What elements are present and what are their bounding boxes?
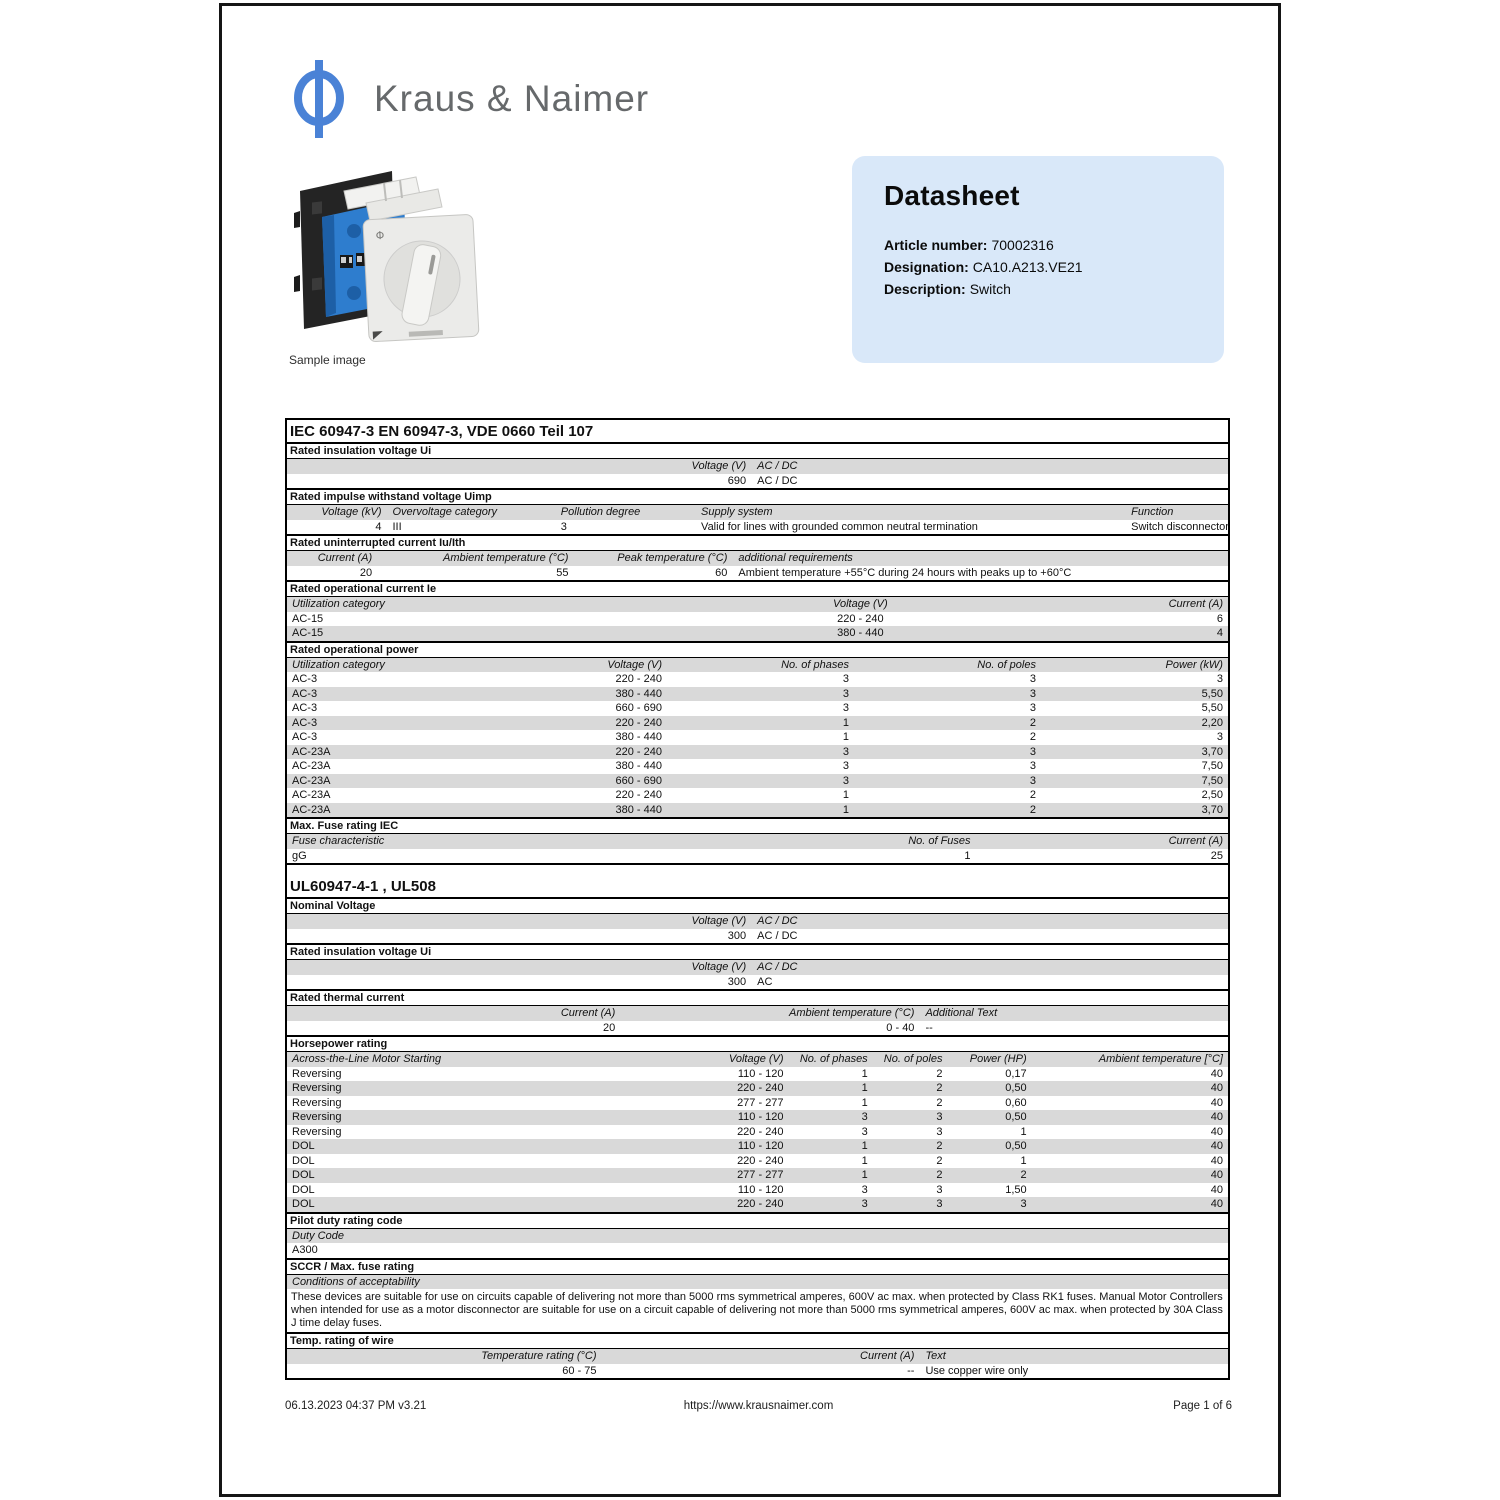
spec-cell: AC / DC	[757, 474, 798, 487]
spec-row-head	[287, 551, 1228, 566]
spec-cell: Ambient temperature +55°C during 24 hours with peaks up to +60°C	[738, 566, 1072, 579]
spec-cell: 380 - 440	[615, 731, 662, 743]
spec-cell: DOL	[292, 1198, 315, 1210]
spec-cell: 40	[1210, 1067, 1223, 1080]
spec-cell: 3	[861, 1111, 868, 1123]
spec-row-head	[287, 1052, 1228, 1067]
spec-table	[285, 418, 1230, 1380]
spec-cell: 40	[1210, 1198, 1223, 1210]
spec-cell: 0,50	[1005, 1140, 1027, 1152]
spec-row-data	[287, 626, 1228, 641]
spec-row-data	[287, 1197, 1228, 1212]
spec-cell: AC-3	[292, 716, 318, 729]
spec-cell: AC / DC	[757, 460, 798, 472]
spec-row-section: Rated uninterrupted current Iu/Ith	[287, 534, 1228, 551]
spec-row-head	[287, 960, 1228, 975]
datasheet-infobox	[852, 156, 1224, 363]
spec-cell: 2	[936, 1140, 943, 1152]
spec-cell: 220 - 240	[737, 1125, 784, 1138]
spec-cell: 20	[603, 1021, 616, 1034]
spec-cell: Ambient temperature (°C)	[443, 552, 569, 564]
spec-cell: Conditions of acceptability	[292, 1275, 420, 1288]
spec-cell: Supply system	[701, 506, 773, 518]
article-number-label: Article number:	[884, 237, 988, 253]
spec-cell: 277 - 277	[737, 1169, 784, 1181]
spec-row-data	[287, 612, 1228, 627]
spec-cell: 3	[842, 774, 849, 787]
spec-cell: Across-the-Line Motor Starting	[292, 1053, 442, 1065]
spec-row-data	[287, 1021, 1228, 1036]
spec-cell: AC-3	[292, 702, 318, 714]
spec-row-chapter: UL60947-4-1 , UL508	[287, 863, 1228, 899]
spec-cell: 220 - 240	[615, 745, 662, 758]
article-number-field	[884, 234, 1192, 256]
spec-cell: gG	[292, 849, 307, 862]
spec-cell: 220 - 240	[737, 1198, 784, 1210]
phi-logo-icon	[290, 58, 348, 140]
spec-cell: AC-23A	[292, 789, 331, 801]
spec-cell: 3	[842, 687, 849, 700]
spec-row-data	[287, 788, 1228, 803]
spec-row-data	[287, 520, 1228, 535]
spec-row-head	[287, 1349, 1228, 1364]
spec-row-data	[287, 1096, 1228, 1111]
spec-cell: 60 - 75	[562, 1364, 597, 1377]
spec-row-section: Rated operational power	[287, 641, 1228, 658]
spec-cell: 5,50	[1201, 702, 1223, 714]
spec-row-section: SCCR / Max. fuse rating	[287, 1258, 1228, 1275]
spec-cell: Fuse characteristic	[292, 835, 385, 847]
spec-cell: Current (A)	[1168, 598, 1223, 610]
spec-cell: 3	[1029, 702, 1036, 714]
designation-label: Designation:	[884, 259, 969, 275]
spec-row-head	[287, 1006, 1228, 1021]
spec-cell: AC-15	[292, 627, 324, 639]
spec-cell: 1	[1020, 1154, 1027, 1167]
spec-row-data	[287, 566, 1228, 581]
sample-image-caption: Sample image	[289, 353, 366, 367]
spec-cell: AC / DC	[757, 915, 798, 927]
spec-row-data	[287, 774, 1228, 789]
spec-row-section: Temp. rating of wire	[287, 1332, 1228, 1349]
spec-cell: Voltage (V)	[691, 961, 747, 973]
spec-cell: 660 - 690	[615, 702, 662, 714]
spec-cell: 277 - 277	[737, 1096, 784, 1109]
spec-row-data	[287, 672, 1228, 687]
spec-cell: 40	[1210, 1183, 1223, 1196]
spec-row-data	[287, 1067, 1228, 1082]
spec-row-data	[287, 849, 1228, 864]
spec-cell: 20	[359, 566, 373, 579]
spec-row-section: Max. Fuse rating IEC	[287, 817, 1228, 834]
spec-cell: Reversing	[292, 1082, 342, 1094]
spec-cell: 40	[1210, 1169, 1223, 1181]
spec-cell: Utilization category	[292, 658, 385, 671]
spec-cell: Reversing	[292, 1067, 342, 1080]
spec-row-data	[287, 929, 1228, 944]
spec-cell: 1	[964, 849, 971, 862]
spec-cell: Reversing	[292, 1096, 342, 1109]
spec-cell: 220 - 240	[837, 612, 884, 625]
spec-cell: 2,50	[1201, 789, 1223, 801]
product-image	[288, 161, 480, 349]
spec-cell: 3	[842, 760, 849, 772]
spec-cell: 3	[861, 1125, 868, 1138]
spec-cell: No. of Fuses	[908, 835, 971, 847]
spec-cell: 0,60	[1005, 1096, 1027, 1109]
spec-cell: 3	[1020, 1198, 1027, 1210]
spec-cell: 6	[1216, 612, 1223, 625]
spec-row-section: Rated impulse withstand voltage Uimp	[287, 488, 1228, 505]
spec-cell: 60	[715, 566, 728, 579]
spec-cell: --	[925, 1021, 933, 1034]
spec-cell: Power (kW)	[1165, 658, 1223, 671]
spec-row-data	[287, 687, 1228, 702]
spec-row-head	[287, 914, 1228, 929]
description-field	[884, 278, 1192, 300]
spec-row-data	[287, 1081, 1228, 1096]
spec-row-data	[287, 1364, 1228, 1379]
spec-cell: 3	[1216, 673, 1223, 685]
spec-cell: Voltage (V)	[607, 658, 662, 671]
spec-row-head	[287, 597, 1228, 612]
spec-cell: 40	[1210, 1096, 1223, 1109]
spec-row-data	[287, 1110, 1228, 1125]
spec-row-data	[287, 730, 1228, 745]
spec-cell: Current (A)	[860, 1350, 915, 1362]
spec-cell: 3	[936, 1125, 943, 1138]
spec-row-data	[287, 1183, 1228, 1198]
spec-cell: 110 - 120	[737, 1067, 784, 1080]
spec-cell: 220 - 240	[737, 1154, 784, 1167]
spec-row-head	[287, 834, 1228, 849]
spec-cell: 1	[842, 789, 849, 801]
spec-cell: 2	[1020, 1169, 1027, 1181]
spec-row-head	[287, 459, 1228, 474]
footer-date-version: 06.13.2023 04:37 PM v3.21	[285, 1400, 427, 1412]
spec-cell: 3	[1029, 760, 1036, 772]
spec-cell: 5,50	[1201, 687, 1223, 700]
spec-row-section: Rated thermal current	[287, 989, 1228, 1006]
spec-cell: 2	[936, 1067, 943, 1080]
spec-cell: III	[392, 520, 402, 533]
spec-cell: 3	[936, 1198, 943, 1210]
spec-cell: 3	[842, 673, 849, 685]
brand-logo	[290, 58, 649, 140]
designation-value: CA10.A213.VE21	[972, 259, 1083, 275]
spec-cell: Peak temperature (°C)	[617, 552, 728, 564]
spec-cell: 3	[1029, 745, 1036, 758]
spec-cell: DOL	[292, 1183, 315, 1196]
spec-cell: 2	[1029, 789, 1036, 801]
spec-cell: 1,50	[1005, 1183, 1027, 1196]
spec-cell: 2	[936, 1154, 943, 1167]
spec-cell: Duty Code	[292, 1229, 344, 1242]
spec-cell: 1	[861, 1169, 868, 1181]
spec-cell: AC-3	[292, 731, 318, 743]
spec-row-head	[287, 658, 1228, 673]
spec-row-data	[287, 1168, 1228, 1183]
spec-cell: AC-23A	[292, 745, 331, 758]
spec-cell: 0,50	[1005, 1082, 1027, 1094]
spec-cell: Voltage (V)	[728, 1053, 784, 1065]
spec-cell: 4	[1216, 627, 1223, 639]
spec-cell: No. of phases	[799, 1053, 868, 1065]
spec-cell: 380 - 440	[837, 627, 884, 639]
spec-cell: 40	[1210, 1111, 1223, 1123]
spec-cell: 7,50	[1201, 774, 1223, 787]
brand-name: Kraus & Naimer	[374, 78, 650, 119]
spec-cell: --	[907, 1364, 915, 1377]
spec-cell: Overvoltage category	[392, 506, 498, 518]
spec-cell: AC / DC	[757, 929, 798, 942]
spec-row-data	[287, 716, 1228, 731]
spec-row-head	[287, 1229, 1228, 1244]
spec-cell: Use copper wire only	[925, 1364, 1029, 1377]
spec-row-section: Nominal Voltage	[287, 899, 1228, 914]
spec-cell: AC-23A	[292, 774, 331, 787]
spec-row-section: Horsepower rating	[287, 1035, 1228, 1052]
spec-row-data	[287, 1139, 1228, 1154]
spec-cell: 1	[861, 1154, 868, 1167]
spec-row-data	[287, 975, 1228, 990]
spec-row-section: Rated insulation voltage Ui	[287, 943, 1228, 960]
spec-row-section: Rated operational current Ie	[287, 580, 1228, 597]
spec-cell: 55	[556, 566, 569, 579]
spec-cell: 1	[842, 803, 849, 816]
spec-row-data	[287, 1125, 1228, 1140]
spec-cell: 110 - 120	[737, 1183, 784, 1196]
spec-row-section: Pilot duty rating code	[287, 1212, 1228, 1229]
spec-cell: 3	[560, 520, 567, 533]
spec-cell: 1	[842, 731, 849, 743]
spec-cell: 110 - 120	[737, 1140, 784, 1152]
description-label: Description:	[884, 281, 966, 297]
spec-cell: 3	[861, 1183, 868, 1196]
spec-cell: 0 - 40	[886, 1021, 915, 1034]
spec-cell: 380 - 440	[615, 803, 662, 816]
spec-cell: Reversing	[292, 1125, 342, 1138]
spec-row-data	[287, 701, 1228, 716]
spec-cell: 110 - 120	[737, 1111, 784, 1123]
spec-cell: 660 - 690	[615, 774, 662, 787]
spec-cell: 220 - 240	[615, 789, 662, 801]
spec-cell: 3	[936, 1111, 943, 1123]
spec-cell: 1	[842, 716, 849, 729]
spec-cell: Current (A)	[317, 552, 373, 564]
spec-cell: 40	[1210, 1125, 1223, 1138]
infobox-title: Datasheet	[884, 180, 1020, 211]
spec-cell: 1	[1020, 1125, 1027, 1138]
spec-cell: AC	[757, 975, 773, 988]
spec-cell: 3	[842, 702, 849, 714]
spec-cell: 3	[861, 1198, 868, 1210]
spec-cell: Voltage (V)	[833, 598, 888, 610]
spec-cell: 2,20	[1201, 716, 1223, 729]
spec-cell: A300	[292, 1244, 318, 1256]
spec-row-head	[287, 505, 1228, 520]
spec-cell: 300	[727, 929, 747, 942]
spec-cell: 40	[1210, 1082, 1223, 1094]
article-number-value: 70002316	[991, 237, 1054, 253]
spec-cell: Valid for lines with grounded common neutral termination	[701, 520, 978, 533]
spec-cell: Function	[1131, 506, 1174, 518]
spec-row-chapter: IEC 60947-3 EN 60947-3, VDE 0660 Teil 107	[287, 420, 1228, 444]
spec-cell: 25	[1210, 849, 1223, 862]
datasheet-page	[219, 3, 1281, 1497]
spec-cell: 3,70	[1201, 803, 1223, 816]
spec-cell: 3	[1029, 774, 1036, 787]
spec-cell: Ambient temperature (°C)	[788, 1007, 915, 1019]
spec-cell: Reversing	[292, 1111, 342, 1123]
spec-row-text: These devices are suitable for use on circuits capable of delivering not more than 5000 rms symmetrical amperes, 600V ac max. when protected by Class RK1 fuses. Manual Motor Controllers when intended for use as a motor disconnector are suitable for use on a circuit capable of delivering not more than 5000 rms symmetrical amperes, 600V ac max. when protected by 30A Class J time delay fuses.	[291, 1291, 1223, 1329]
spec-cell: 2	[936, 1169, 943, 1181]
spec-cell: 3	[1216, 731, 1223, 743]
spec-cell: AC / DC	[757, 961, 798, 973]
spec-cell: AC-3	[292, 687, 318, 700]
spec-cell: Current (A)	[1168, 835, 1223, 847]
spec-cell: 3	[1029, 673, 1036, 685]
spec-cell: 1	[861, 1082, 868, 1094]
spec-cell: DOL	[292, 1169, 315, 1181]
spec-cell: 220 - 240	[737, 1082, 784, 1094]
spec-cell: DOL	[292, 1154, 315, 1167]
spec-cell: AC-3	[292, 673, 318, 685]
spec-cell: 2	[936, 1082, 943, 1094]
spec-cell: 4	[375, 520, 382, 533]
spec-cell: Voltage (kV)	[321, 506, 382, 518]
footer-url-link[interactable]: https://www.krausnaimer.com	[683, 1400, 834, 1412]
spec-cell: Ambient temperature [°C]	[1098, 1053, 1223, 1065]
spec-cell: 7,50	[1201, 760, 1223, 772]
spec-cell: DOL	[292, 1140, 315, 1152]
spec-cell: Power (HP)	[969, 1053, 1027, 1065]
spec-cell: Utilization category	[292, 598, 385, 610]
designation-field	[884, 256, 1192, 278]
footer-page-number: Page 1 of 6	[1173, 1400, 1232, 1412]
spec-cell: No. of poles	[883, 1053, 943, 1065]
spec-row-section: Rated insulation voltage Ui	[287, 444, 1228, 459]
spec-cell: AC-23A	[292, 760, 331, 772]
spec-cell: Text	[925, 1350, 946, 1362]
spec-cell: 1	[861, 1067, 868, 1080]
spec-cell: 0,17	[1005, 1067, 1027, 1080]
spec-cell: Pollution degree	[560, 506, 641, 518]
spec-cell: 2	[1029, 731, 1036, 743]
spec-cell: Current (A)	[560, 1007, 616, 1019]
spec-cell: Temperature rating (°C)	[481, 1350, 597, 1362]
spec-cell: 0,50	[1005, 1111, 1027, 1123]
spec-cell: 3	[842, 745, 849, 758]
spec-row-head	[287, 1275, 1228, 1290]
spec-cell: 690	[727, 474, 747, 487]
spec-cell: 1	[861, 1140, 868, 1152]
spec-row-data	[287, 745, 1228, 760]
spec-cell: 220 - 240	[615, 673, 662, 685]
spec-cell: Switch disconnector	[1131, 520, 1229, 533]
spec-row-data	[287, 759, 1228, 774]
spec-cell: 2	[1029, 803, 1036, 816]
description-value: Switch	[969, 281, 1011, 297]
spec-cell: No. of poles	[977, 658, 1036, 671]
spec-cell: 3	[1029, 687, 1036, 700]
spec-cell: 380 - 440	[615, 760, 662, 772]
spec-cell: 1	[861, 1096, 868, 1109]
spec-row-data	[287, 1243, 1228, 1258]
spec-cell: 3,70	[1201, 745, 1223, 758]
spec-cell: No. of phases	[781, 658, 849, 671]
spec-cell: AC-15	[292, 612, 324, 625]
svg-text:Φ: Φ	[375, 228, 385, 243]
spec-row-data	[287, 474, 1228, 489]
spec-cell: 40	[1210, 1140, 1223, 1152]
spec-cell: 3	[936, 1183, 943, 1196]
spec-cell: 2	[1029, 716, 1036, 729]
spec-cell: 40	[1210, 1154, 1223, 1167]
spec-cell: AC-23A	[292, 803, 331, 816]
spec-row-data	[287, 1154, 1228, 1169]
spec-cell: 300	[727, 975, 747, 988]
spec-cell: Additional Text	[925, 1007, 998, 1019]
spec-cell: 380 - 440	[615, 687, 662, 700]
spec-cell: 2	[936, 1096, 943, 1109]
spec-cell: Voltage (V)	[691, 915, 747, 927]
spec-row-data	[287, 803, 1228, 818]
spec-cell: 220 - 240	[615, 716, 662, 729]
spec-cell: Voltage (V)	[691, 460, 747, 472]
spec-cell: additional requirements	[738, 552, 853, 564]
page-footer	[285, 1400, 1232, 1412]
